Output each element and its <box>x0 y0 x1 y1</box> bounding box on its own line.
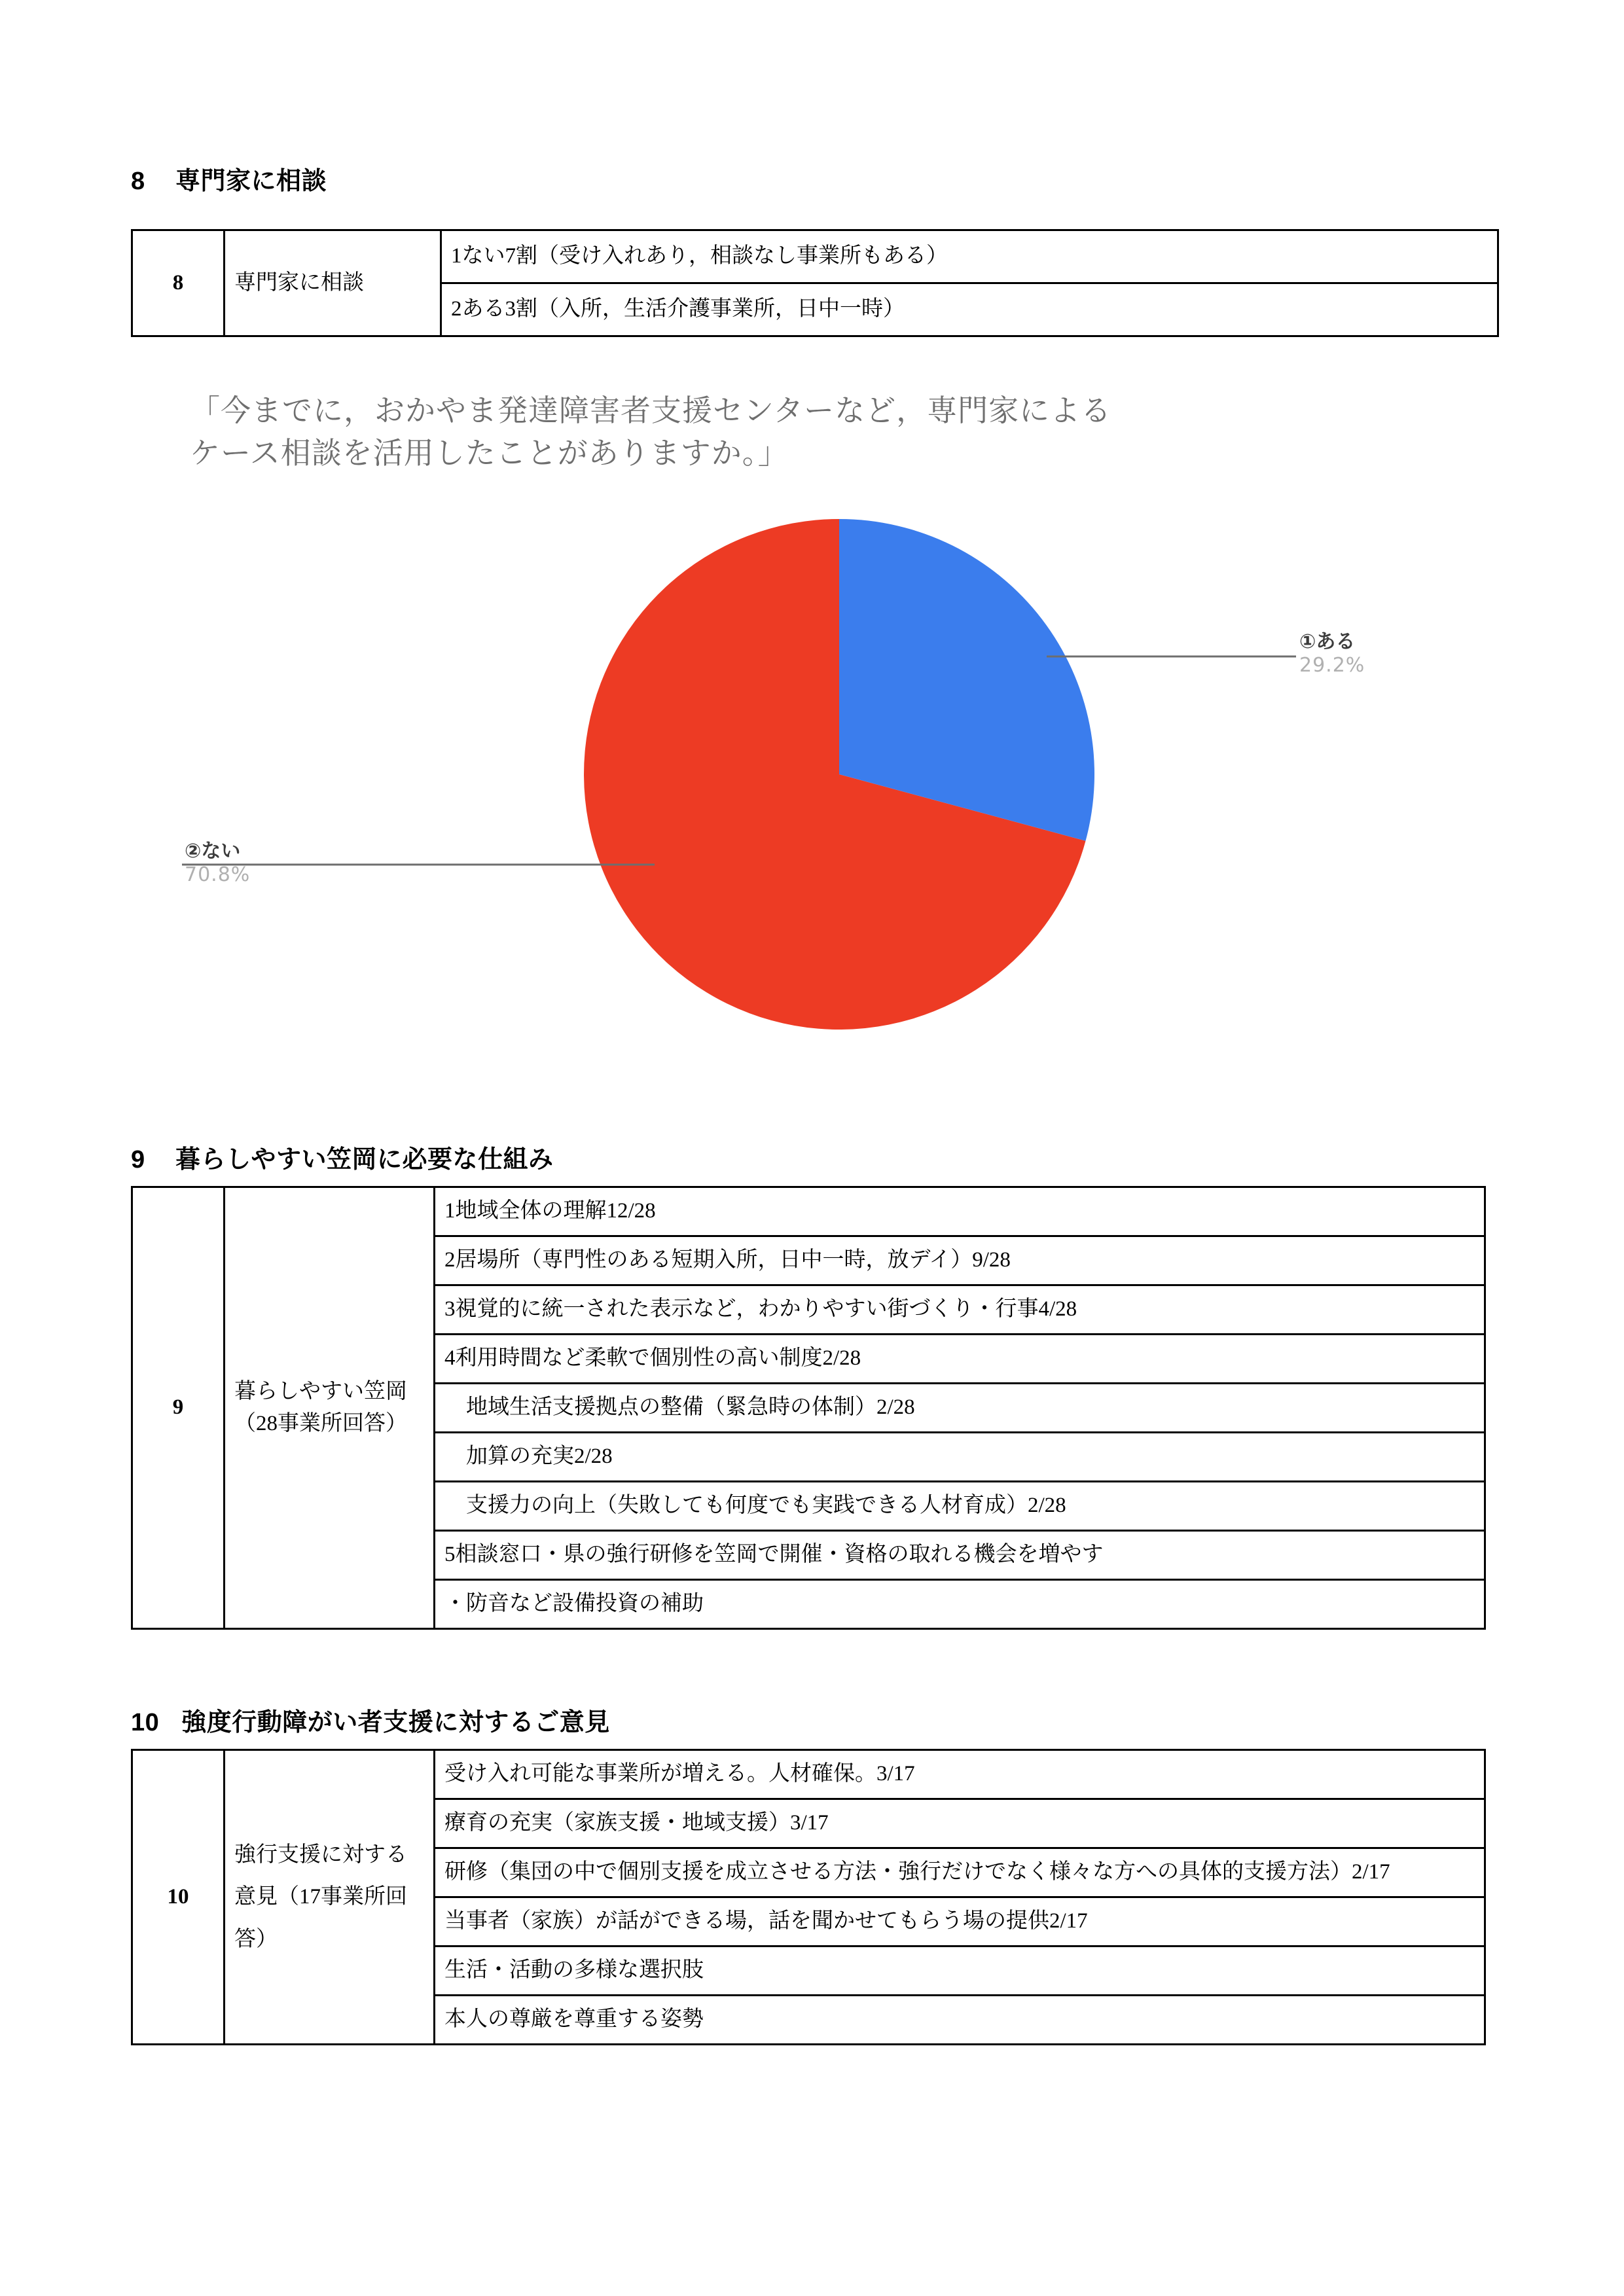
row-label-cell: 強行支援に対する意見（17事業所回答） <box>225 1750 435 2045</box>
chart-title <box>190 389 1303 475</box>
row-label-cell: 専門家に相談 <box>225 230 441 336</box>
row-item-cell: 地域生活支援拠点の整備（緊急時の体制）2/28 <box>435 1384 1485 1433</box>
pie-label-aru-value: 29.2% <box>1299 654 1365 677</box>
row-item-cell: 3視覚的に統一された表示など，わかりやすい街づくり・行事4/28 <box>435 1285 1485 1335</box>
section-title-8: 専門家に相談 <box>175 168 327 195</box>
row-number-cell: 9 <box>132 1187 225 1629</box>
row-item-cell: 2居場所（専門性のある短期入所，日中一時，放デイ）9/28 <box>435 1236 1485 1285</box>
row-item-cell: 4利用時間など柔軟で個別性の高い制度2/28 <box>435 1335 1485 1384</box>
row-item-cell: 本人の尊厳を尊重する姿勢 <box>435 1996 1485 2045</box>
row-item-cell: 1地域全体の理解12/28 <box>435 1187 1485 1236</box>
section-number-9: 9 <box>131 1146 145 1174</box>
section-heading-10 <box>131 1702 610 1738</box>
table-section-9 <box>131 1186 1486 1630</box>
row-item-cell: 当事者（家族）が話ができる場，話を聞かせてもらう場の提供2/17 <box>435 1897 1485 1946</box>
pie-label-nai <box>185 834 250 886</box>
row-item-cell: 2ある3割（入所，生活介護事業所，日中一時） <box>441 283 1498 336</box>
table-row <box>132 1750 1485 1799</box>
table-section-8 <box>131 229 1499 337</box>
row-label-cell: 暮らしやすい笠岡（28事業所回答） <box>225 1187 435 1629</box>
pie-label-nai-value: 70.8% <box>185 863 251 886</box>
pie-label-aru <box>1299 625 1365 677</box>
row-number-cell: 10 <box>132 1750 225 2045</box>
pie-chart-figure <box>131 389 1499 1109</box>
row-item-cell: ・防音など設備投資の補助 <box>435 1580 1485 1629</box>
row-item-cell: 1ない7割（受け入れあり，相談なし事業所もある） <box>441 230 1498 283</box>
section-title-10: 強度行動障がい者支援に対するご意見 <box>181 1709 610 1736</box>
table-row <box>132 1187 1485 1236</box>
pie-svg <box>131 501 1499 1109</box>
pie-label-nai-name: ②ない <box>185 840 241 863</box>
table-section-10 <box>131 1749 1486 2045</box>
pie-label-aru-name: ①ある <box>1299 630 1356 653</box>
row-item-cell: 生活・活動の多様な選択肢 <box>435 1946 1485 1996</box>
row-item-cell: 5相談窓口・県の強行研修を笠岡で開催・資格の取れる機会を増やす <box>435 1531 1485 1580</box>
chart-title-line-1: 「今までに，おかやま発達障害者支援センターなど，専門家による <box>190 393 1112 428</box>
row-item-cell: 支援力の向上（失敗しても何度でも実践できる人材育成）2/28 <box>435 1482 1485 1531</box>
row-item-cell: 療育の充実（家族支援・地域支援）3/17 <box>435 1799 1485 1848</box>
row-number-cell: 8 <box>132 230 225 336</box>
section-heading-9 <box>131 1139 554 1175</box>
row-item-cell: 研修（集団の中で個別支援を成立させる方法・強行だけでなく様々な方への具体的支援方法）2/17 <box>435 1848 1485 1897</box>
pie-plot-area <box>131 501 1499 1109</box>
section-title-9: 暮らしやすい笠岡に必要な仕組み <box>175 1146 554 1174</box>
row-item-cell: 加算の充実2/28 <box>435 1433 1485 1482</box>
table-row <box>132 230 1498 283</box>
section-number-8: 8 <box>131 168 145 195</box>
chart-title-line-2: ケース相談を活用したことがありますか。」 <box>190 435 789 471</box>
section-heading-8 <box>131 160 327 196</box>
section-number-10: 10 <box>131 1709 160 1736</box>
row-item-cell: 受け入れ可能な事業所が増える。人材確保。3/17 <box>435 1750 1485 1799</box>
